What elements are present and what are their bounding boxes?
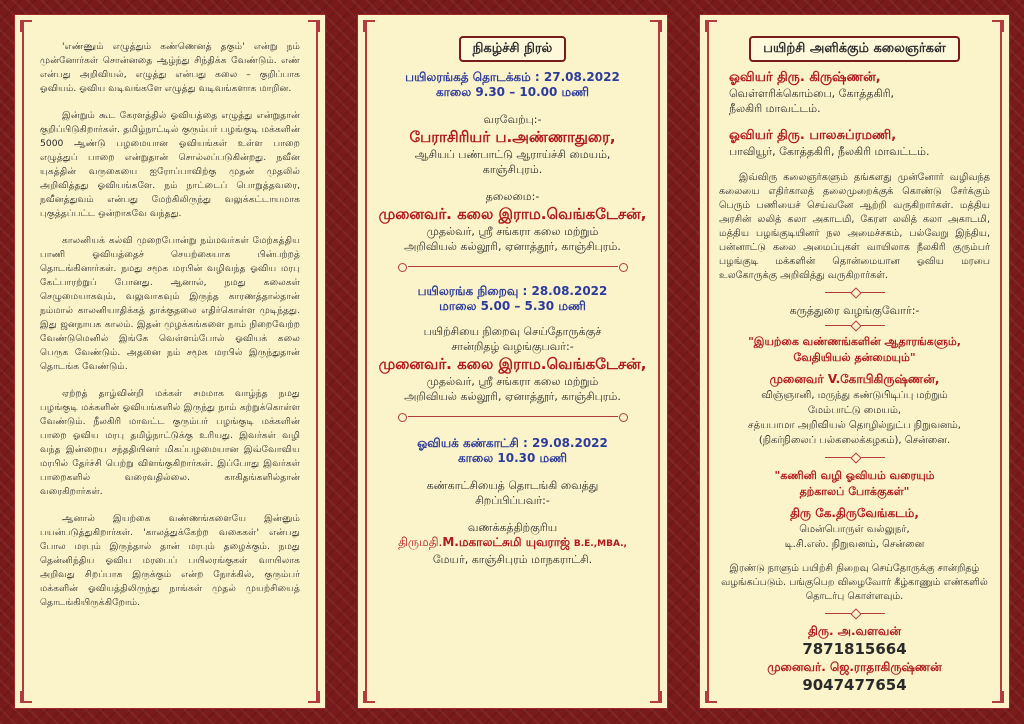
talk2-title: "கணினி வழி ஓவியம் வரையும் [774, 469, 935, 482]
chair-speaker: முனைவர். கலை இராம.வெங்கடேசன், [378, 205, 647, 223]
certificate-college: அறிவியல் கல்லூரி, ஏனாத்தூர், காஞ்சிபுரம். [404, 390, 621, 403]
corner-ornament [705, 20, 717, 32]
chair-college: அறிவியல் கல்லூரி, ஏனாத்தூர், காஞ்சிபுரம். [404, 240, 621, 253]
paragraph: 'எண்ணும் எழுத்தும் கண்ணெனத் தகும்' என்று நம் முன்னோர்கள் சொன்னதை ஆழ்ந்து சிந்திக்க வேண்டும். எண் என்பது அறிவியல், எழுத்து என்பது கலை – குறிப்பாக ஓவியம். ஓவிய வடிவங்களே எழுத்து வடிவங்களாக மாறின. [40, 41, 300, 94]
welcome-label: வரவேற்பு:- [483, 113, 542, 126]
paragraph: காலனியக் கல்வி முறைபோன்று நம்மவர்கள் மேற்கத்திய பாணி ஓவியத்தைச் செயற்கையாக பின்பற்றத் தொடங்கினார்கள். நமது சமூக மரபின் வழிவந்த ஓவிய மரபு கேட்பாரற்றுப் போனது. ஆனால், நமது கலைகள் செழுமையாகவும், வலுவாகவும் இருந்த காரணத்தால்தான் நம்மால் காலனியாதிக்கத் தாக்குதலை எதிர்கொள்ள முடிந்தது. இது ஜனநாயக காலம். இதன் முழக்கங்களை நாம் நிறைவேற்ற வேண்டுமெனில் இங்கே வெள்ளம்போல் ஓவியக் கலை பெருக வேண்டும். அதனை நம் சமூக மரபில் இருந்துதான் தொடங்க வேண்டும். [40, 235, 300, 372]
contact1-phone[interactable]: 7871815664 [802, 640, 907, 658]
corner-ornament [363, 20, 375, 32]
registration-note: இரண்டு நாளும் பயிற்சி நிறைவு செய்தோருக்கு சான்றிதழ் வழங்கப்படும். பங்குபெற விழைவோர் கீழ்காணும் எண்களில் தொடர்பு கொள்ளவும். [721, 563, 988, 602]
talk2-affiliation-2: டி.சி.எஸ். நிறுவனம், சென்னை [784, 539, 925, 550]
talk1-affiliation-3: சத்யபாமா அறிவியல் தொழில்நுட்ப நிறுவனம், [748, 420, 961, 431]
artists-panel [699, 14, 1010, 709]
workshop-closing-time: மாலை 5.00 – 5.30 மணி [439, 299, 586, 313]
talk-label: கருத்துரை வழங்குவோர்:- [789, 304, 920, 317]
corner-ornament [308, 691, 320, 703]
talk1-affiliation: விஞ்ஞானி, மருந்து கண்டுபிடிப்பு மற்றும் [761, 390, 948, 401]
corner-ornament [308, 20, 320, 32]
artist2-name: ஓவியர் திரு. பாலசுப்ரமணி, [729, 128, 897, 143]
program-title: நிகழ்ச்சி நிரல் [459, 36, 567, 62]
program-panel [357, 14, 668, 709]
left-panel [14, 14, 326, 709]
exhibition-date: ஓவியக் கண்காட்சி : 29.08.2022 [417, 436, 608, 450]
paragraph: ஏற்றத் தாழ்வின்றி மக்கள் சமமாக வாழ்ந்த நமது பழங்குடி மக்களின் ஓவியங்களில் இருந்து நாம் கற்றுக்கொள்ள வேண்டும். நீலகிரி மாவட்ட குரும்பர் பழங்குடி மக்களின் பாறை ஓவிய மரபு தமிழ்நாட்டுக்கு உரியது. இவர்கள் வழி வந்த இன்றைய சந்ததியினர் மிகப்பழமையான இவ்வோவிய மரபில் தேர்ச்சி பெற்று விளங்குகிறார்கள். இப்போது இவர்கள் பாறைகளில் வரைவதில்லை. காகிதங்களில்தான் வரைகிறார்கள். [40, 388, 300, 497]
contact2-name: முனைவர். ஜெ.ராதாகிருஷ்ணன் [767, 660, 942, 674]
workshop-start: பயிலரங்கத் தொடக்கம் : 27.08.2022 [405, 70, 620, 84]
mayor-prefix: திருமதி. [398, 535, 443, 549]
corner-ornament [20, 20, 32, 32]
artists-description: இவ்விரு கலைஞர்களும் தங்களது முன்னோர் வழிவந்த கலையை எதிர்காலத் தலைமுறைக்குக் கொண்டு சேர்க்கும் பெரும் பணியைச் செய்வனே ஆற்றி வருகிறார்கள். மத்திய அரசின் லலித் கலா அகாடமி, கேரள லலித் கலா அகாடமி, மத்திய பழங்குடியினர் நல அமைச்சகம், பல்வேறு இந்திய, பன்னாட்டு கலை அமைப்புகள் வாயிலாக நீலகிரி குரும்பர் பழங்குடி மக்களின் தொன்மையான ஓவிய மரபை உலகோருக்கு அறிவித்து வருகிறார்கள். [719, 172, 990, 281]
exhibition-label: கண்காட்சியைத் தொடங்கி வைத்து [426, 479, 599, 492]
talk1-speaker: முனைவர் V.கோபிகிருஷ்ணன், [769, 372, 940, 386]
artists-title: பயிற்சி அளிக்கும் கலைஞர்கள் [749, 36, 959, 62]
artist1-address: வெள்ளரிக்கொம்பை, கோத்தகிரி, [729, 87, 895, 100]
welcome-org-city: காஞ்சிபுரம். [482, 163, 543, 176]
ornament-divider [825, 322, 885, 330]
ornament-divider [398, 262, 628, 272]
artist1-district: நீலகிரி மாவட்டம். [729, 102, 821, 115]
contact2-phone[interactable]: 9047477654 [802, 676, 907, 694]
workshop-start-time: காலை 9.30 – 10.00 மணி [435, 85, 590, 99]
exhibition-time: காலை 10.30 மணி [457, 451, 568, 465]
talk2-title-2: தற்காலப் போக்குகள்" [799, 485, 910, 498]
mayor-fullname: M.மகாலட்சுமி யுவராஜ் [442, 535, 571, 549]
intro-text [40, 40, 300, 623]
corner-ornament [363, 691, 375, 703]
corner-ornament [20, 691, 32, 703]
certificate-title: முதல்வர், ஸ்ரீ சங்கரா கலை மற்றும் [426, 375, 599, 388]
ornament-divider [825, 289, 885, 297]
paragraph: ஆனால் இயற்கை வண்ணங்களையே இன்னும் பயன்படுத்துகிறார்கள். 'காலத்துக்கேற்ற வகைகள்' என்பது போல மரபும் இருந்தால் தான் மரபும் தழைக்கும். நமது தென்னிந்திய ஓவிய மரபைப் பயிலரங்குகள் வாயிலாக அறிவது சிறப்பாக இருக்கும் என்ற நோக்கில், குரும்பர் மக்களின் ஓவியத்திலிருந்து நாங்கள் முதல் முயற்சியைத் தொடங்கியிருக்கிறோம். [40, 513, 300, 608]
chair-title: முதல்வர், ஸ்ரீ சங்கரா கலை மற்றும் [426, 225, 599, 238]
talk1-title: "இயற்கை வண்ணங்களின் ஆதாரங்களும், [748, 335, 961, 348]
ornament-divider [825, 610, 885, 618]
mayor-name [371, 535, 654, 552]
artist2-address: பாவியூர், கோத்தகிரி, நீலகிரி மாவட்டம். [729, 145, 930, 158]
talk2-speaker: திரு கே.திருவேங்கடம், [790, 506, 919, 520]
welcome-org: ஆசியப் பண்பாட்டு ஆராய்ச்சி மையம், [414, 148, 611, 161]
corner-ornament [992, 20, 1004, 32]
certificate-label: பயிற்சியை நிறைவு செய்தோருக்குச் [423, 325, 602, 338]
artist1-name: ஓவியர் திரு. கிருஷ்ணன், [729, 70, 881, 85]
honorific: வணக்கத்திற்குரிய [467, 521, 558, 534]
ornament-divider [825, 454, 885, 462]
paragraph: இன்றும் கூட கேரளத்தில் ஓவியத்தை எழுத்து என்றுதான் குறிப்பிடுகிறார்கள். தமிழ்நாட்டில் குரும்பர் பழங்குடி மக்களின் 5000 ஆண்டு பழமையான ஓவியங்கள் உள்ள பாறை எழுத்துப் பாறை என்றுதான் சொல்லப்படுகின்றது. நவீன யுகத்தின் வருகையை ஐரோப்பாவிற்கு முதன் முதலில் அறிவித்தது ஓவியங்களே. நம் நாட்டைப் பொறுத்தவரை, நவீனத்துவம் என்பது மேற்கிலிருந்து வலுக்கட்டாயமாக புகுத்தப்பட்ட ஒன்றாகவே வந்தது. [40, 110, 300, 219]
workshop-closing: பயிலரங்க நிறைவு : 28.08.2022 [417, 284, 608, 298]
welcome-speaker: பேராசிரியர் ப.அண்ணாதுரை, [409, 128, 616, 146]
corner-ornament [650, 691, 662, 703]
ornament-divider [398, 412, 628, 422]
chair-label: தலைமை:- [485, 190, 540, 203]
mayor-degree: B.E.,MBA., [573, 539, 627, 549]
talk1-affiliation-2: மேம்பாட்டு மையம், [807, 405, 902, 416]
mayor-title: மேயர், காஞ்சிபுரம் மாநகராட்சி. [432, 553, 593, 566]
talk1-title-2: வேதியியல் தன்மையும்" [793, 351, 916, 364]
certificate-speaker: முனைவர். கலை இராம.வெங்கடேசன், [378, 355, 647, 373]
exhibition-label-2: சிறப்பிப்பவர்:- [475, 494, 550, 507]
talk1-affiliation-4: (நிகர்நிலைப் பல்கலைக்கழகம்), சென்னை. [758, 435, 951, 446]
certificate-label-2: சான்றிதழ் வழங்குபவர்:- [451, 340, 574, 353]
talk2-affiliation: மென்பொருள் வல்லுநர், [799, 524, 910, 535]
contact1-name: திரு. அ.வளவன் [807, 624, 902, 638]
corner-ornament [650, 20, 662, 32]
